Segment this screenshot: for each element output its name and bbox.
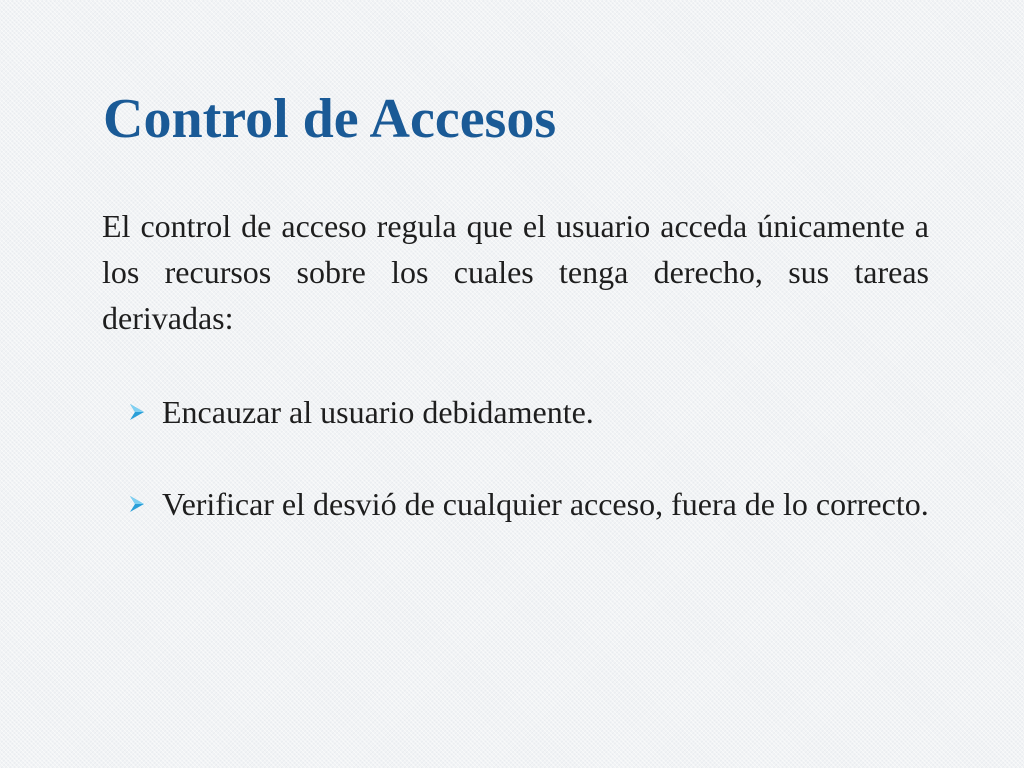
bullet-list <box>128 389 930 527</box>
bullet-item <box>128 481 930 527</box>
bullet-item <box>128 389 930 435</box>
arrowhead-bullet-icon <box>128 403 146 421</box>
intro-paragraph: El control de acceso regula que el usuario acceda únicamente a los recursos sobre los cuales tenga derecho, sus tareas derivadas: <box>102 208 929 336</box>
bullet-text: Verificar el desvió de cualquier acceso, fuera de lo correcto. <box>162 486 929 522</box>
arrowhead-bullet-icon <box>128 495 146 513</box>
bullet-text: Encauzar al usuario debidamente. <box>162 394 594 430</box>
slide-title: Control de Accesos <box>103 88 557 150</box>
